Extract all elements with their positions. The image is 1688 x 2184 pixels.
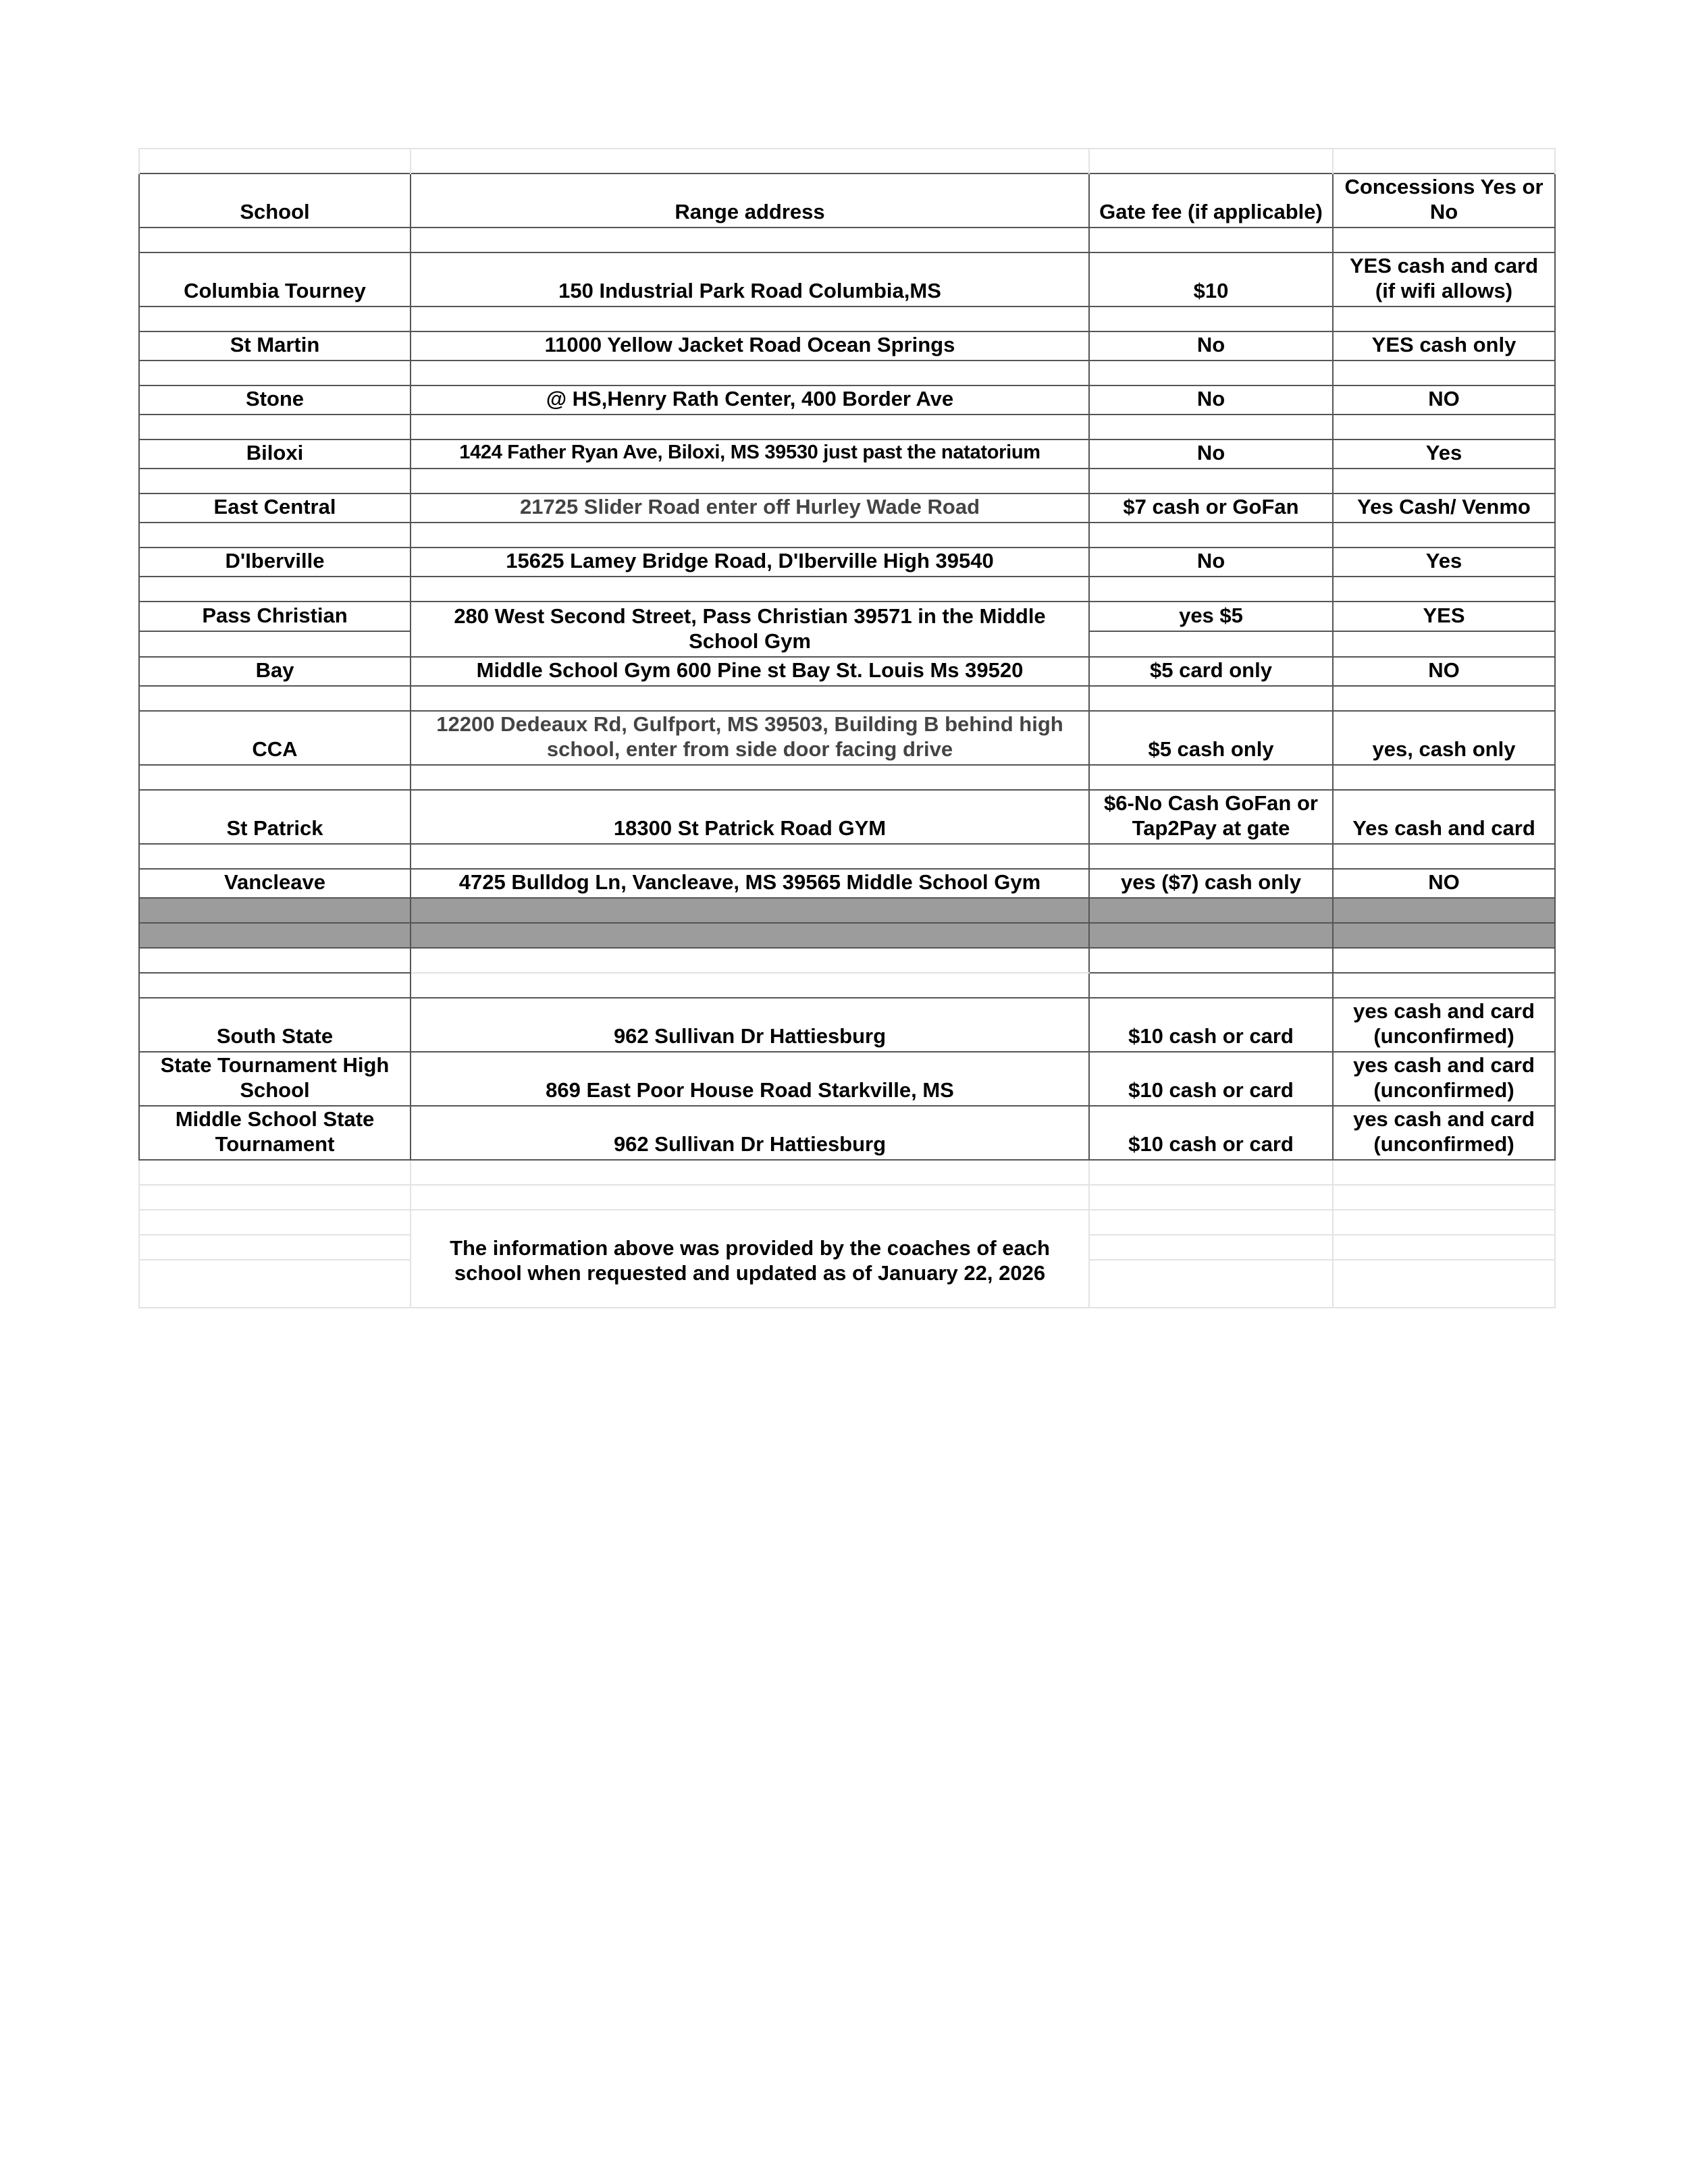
concessions-cell: yes cash and card (unconfirmed)	[1333, 1052, 1555, 1106]
address-cell: 18300 St Patrick Road GYM	[411, 790, 1089, 844]
table-row	[139, 494, 1555, 523]
gate-fee-cell: yes ($7) cash only	[1089, 869, 1333, 898]
school-cell: St Patrick	[139, 790, 411, 844]
school-cell: Columbia Tourney	[139, 252, 411, 307]
spacer-row	[139, 307, 1555, 331]
table-row	[139, 331, 1555, 361]
spacer-row	[139, 1160, 1555, 1185]
concessions-cell: NO	[1333, 657, 1555, 686]
school-cell: State Tournament High School	[139, 1052, 411, 1106]
spacer-row	[139, 361, 1555, 385]
table-row	[139, 385, 1555, 415]
header-concessions: Concessions Yes or No	[1333, 174, 1555, 228]
gate-fee-cell: $10 cash or card	[1089, 1052, 1333, 1106]
school-cell: Bay	[139, 657, 411, 686]
address-cell	[411, 602, 1089, 657]
school-cell: Biloxi	[139, 440, 411, 469]
header-gate-fee: Gate fee (if applicable)	[1089, 174, 1333, 228]
spacer-row	[139, 1210, 1555, 1235]
concessions-cell: YES cash only	[1333, 331, 1555, 361]
school-cell: Stone	[139, 385, 411, 415]
gray-separator-row	[139, 923, 1555, 948]
concessions-cell: yes, cash only	[1333, 711, 1555, 765]
table-row	[139, 1106, 1555, 1160]
address-cell: @ HS,Henry Rath Center, 400 Border Ave	[411, 385, 1089, 415]
concessions-cell: Yes	[1333, 440, 1555, 469]
footer-note: The information above was provided by the coaches of each school when requested and updated as of January 22, 2026	[411, 1210, 1089, 1308]
spacer-row	[139, 1185, 1555, 1210]
school-cell: East Central	[139, 494, 411, 523]
school-cell: D'Iberville	[139, 548, 411, 577]
address-text: 280 West Second Street, Pass Christian 39571 in the Middle School Gym	[454, 604, 1046, 653]
table-row	[139, 1052, 1555, 1106]
table-row	[139, 998, 1555, 1052]
concessions-cell: NO	[1333, 869, 1555, 898]
spacer-row	[139, 948, 1555, 973]
table-row	[139, 440, 1555, 469]
gate-fee-cell: $10 cash or card	[1089, 998, 1333, 1052]
address-cell: 21725 Slider Road enter off Hurley Wade Road	[411, 494, 1089, 523]
address-cell: 962 Sullivan Dr Hattiesburg	[411, 998, 1089, 1052]
gate-fee-cell: $5 cash only	[1089, 711, 1333, 765]
table-row	[139, 711, 1555, 765]
spacer-row	[139, 765, 1555, 790]
spacer-row	[139, 973, 1555, 998]
gate-fee-cell: $5 card only	[1089, 657, 1333, 686]
table-row	[139, 602, 1555, 631]
spacer-row	[139, 523, 1555, 548]
spacer-row	[139, 228, 1555, 252]
concessions-cell: yes cash and card (unconfirmed)	[1333, 998, 1555, 1052]
concessions-cell: Yes Cash/ Venmo	[1333, 494, 1555, 523]
address-cell: 962 Sullivan Dr Hattiesburg	[411, 1106, 1089, 1160]
concessions-cell: yes cash and card (unconfirmed)	[1333, 1106, 1555, 1160]
spacer-row	[139, 844, 1555, 869]
address-cell: 869 East Poor House Road Starkville, MS	[411, 1052, 1089, 1106]
address-cell: Middle School Gym 600 Pine st Bay St. Louis Ms 39520	[411, 657, 1089, 686]
concessions-cell: YES cash and card (if wifi allows)	[1333, 252, 1555, 307]
gate-fee-cell: No	[1089, 548, 1333, 577]
gate-fee-cell: No	[1089, 331, 1333, 361]
venue-info-table	[138, 148, 1556, 1308]
address-cell: 150 Industrial Park Road Columbia,MS	[411, 252, 1089, 307]
address-cell: 12200 Dedeaux Rd, Gulfport, MS 39503, Building B behind high school, enter from side door facing drive	[411, 711, 1089, 765]
table-row	[139, 869, 1555, 898]
gate-fee-cell: No	[1089, 440, 1333, 469]
address-cell: 4725 Bulldog Ln, Vancleave, MS 39565 Middle School Gym	[411, 869, 1089, 898]
spacer-row	[139, 469, 1555, 494]
gate-fee-cell: $10 cash or card	[1089, 1106, 1333, 1160]
spacer-row	[139, 577, 1555, 602]
gate-fee-cell: No	[1089, 385, 1333, 415]
school-cell: Middle School State Tournament	[139, 1106, 411, 1160]
table-row	[139, 790, 1555, 844]
spacer-row	[139, 149, 1555, 174]
address-cell: 15625 Lamey Bridge Road, D'Iberville High 39540	[411, 548, 1089, 577]
school-cell: Pass Christian	[139, 602, 411, 631]
header-address: Range address	[411, 174, 1089, 228]
concessions-cell: Yes cash and card	[1333, 790, 1555, 844]
school-cell: CCA	[139, 711, 411, 765]
gate-fee-cell: $6-No Cash GoFan or Tap2Pay at gate	[1089, 790, 1333, 844]
gate-fee-cell: yes $5	[1089, 602, 1333, 631]
table-row	[139, 252, 1555, 307]
concessions-cell: YES	[1333, 602, 1555, 631]
address-cell: 11000 Yellow Jacket Road Ocean Springs	[411, 331, 1089, 361]
header-school: School	[139, 174, 411, 228]
concessions-cell: NO	[1333, 385, 1555, 415]
school-cell: South State	[139, 998, 411, 1052]
school-cell: St Martin	[139, 331, 411, 361]
spacer-row	[139, 686, 1555, 711]
spacer-row	[139, 415, 1555, 440]
gate-fee-cell: $10	[1089, 252, 1333, 307]
gate-fee-cell: $7 cash or GoFan	[1089, 494, 1333, 523]
concessions-cell: Yes	[1333, 548, 1555, 577]
table-row	[139, 548, 1555, 577]
header-row	[139, 174, 1555, 228]
school-cell: Vancleave	[139, 869, 411, 898]
gray-separator-row	[139, 898, 1555, 923]
address-cell: 1424 Father Ryan Ave, Biloxi, MS 39530 just past the natatorium	[411, 440, 1089, 469]
table-row	[139, 657, 1555, 686]
